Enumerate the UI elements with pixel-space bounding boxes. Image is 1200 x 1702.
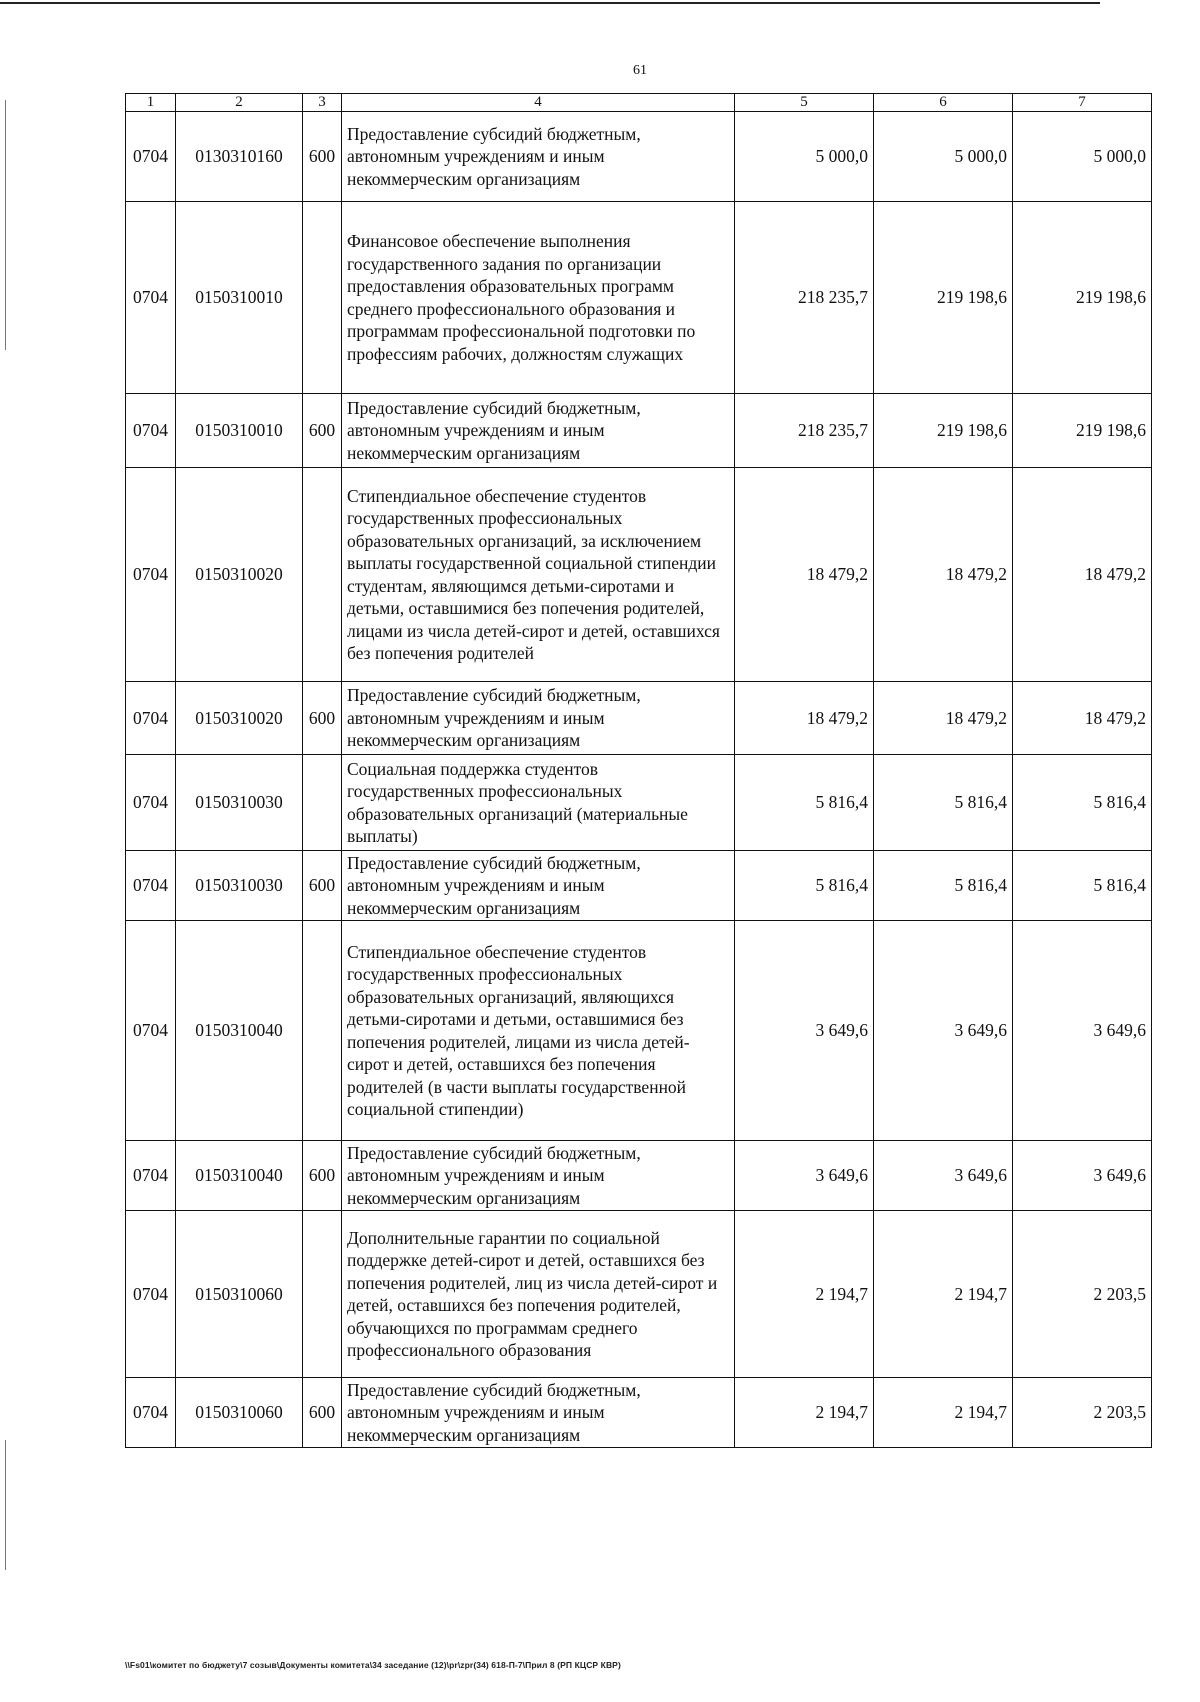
amount-1: 2 194,7 [735, 1378, 874, 1448]
column-header: 6 [874, 94, 1013, 112]
amount-1: 218 235,7 [735, 202, 874, 394]
expense-type [303, 202, 342, 394]
expense-type: 600 [303, 851, 342, 921]
expense-type: 600 [303, 1378, 342, 1448]
target-code: 0150310060 [176, 1378, 303, 1448]
column-header: 4 [342, 94, 735, 112]
description: Стипендиальное обеспечение студентов государственных профессиональных образовательных организаций, являющихся детьми-сиротами и детьми, оставшимися без попечения родителей, лицами из числа детей-сирот и детей, оставшихся без попечения родителей (в части выплаты государственной социальной стипендии) [342, 921, 735, 1141]
table-row [126, 202, 1152, 394]
amount-3: 3 649,6 [1013, 921, 1152, 1141]
amount-2: 18 479,2 [874, 682, 1013, 755]
description: Стипендиальное обеспечение студентов государственных профессиональных образовательных организаций, за исключением выплаты государственной социальной стипендии студентам, являющимся детьми-сиротами и детьми, оставшимися без попечения родителей, лицами из числа детей-сирот и детей, оставшихся без попечения родителей [342, 468, 735, 682]
table-row [126, 851, 1152, 921]
section-code: 0704 [126, 1378, 176, 1448]
expense-type [303, 468, 342, 682]
table-row [126, 1141, 1152, 1211]
section-code: 0704 [126, 468, 176, 682]
target-code: 0130310160 [176, 112, 303, 202]
amount-3: 18 479,2 [1013, 468, 1152, 682]
target-code: 0150310040 [176, 921, 303, 1141]
amount-2: 219 198,6 [874, 202, 1013, 394]
amount-2: 2 194,7 [874, 1211, 1013, 1378]
amount-2: 2 194,7 [874, 1378, 1013, 1448]
amount-3: 219 198,6 [1013, 394, 1152, 468]
amount-1: 2 194,7 [735, 1211, 874, 1378]
section-code: 0704 [126, 921, 176, 1141]
expense-type: 600 [303, 682, 342, 755]
column-header: 2 [176, 94, 303, 112]
expense-type: 600 [303, 394, 342, 468]
table-header-row [126, 94, 1152, 112]
amount-1: 218 235,7 [735, 394, 874, 468]
left-margin-mark [5, 100, 6, 350]
amount-2: 18 479,2 [874, 468, 1013, 682]
target-code: 0150310010 [176, 202, 303, 394]
table-row [126, 921, 1152, 1141]
amount-3: 18 479,2 [1013, 682, 1152, 755]
amount-1: 3 649,6 [735, 921, 874, 1141]
section-code: 0704 [126, 755, 176, 851]
expense-type [303, 921, 342, 1141]
amount-1: 18 479,2 [735, 682, 874, 755]
budget-table [125, 93, 1152, 1448]
top-scan-rule [0, 2, 1100, 4]
description: Предоставление субсидий бюджетным, автономным учреждениям и иным некоммерческим организациям [342, 682, 735, 755]
amount-3: 5 816,4 [1013, 755, 1152, 851]
expense-type [303, 755, 342, 851]
amount-1: 5 000,0 [735, 112, 874, 202]
table-row [126, 394, 1152, 468]
target-code: 0150310010 [176, 394, 303, 468]
column-header: 3 [303, 94, 342, 112]
description: Дополнительные гарантии по социальной поддержке детей-сирот и детей, оставшихся без попечения родителей, лиц из числа детей-сирот и детей, оставшихся без попечения родителей, обучающихся по программам среднего профессионального образования [342, 1211, 735, 1378]
footer-file-path: \\Fs01\комитет по бюджету\7 созыв\Документы комитета\34 заседание (12)\pr\zpr(34) 618-П-7\Прил 8 (РП КЦСР КВР) [125, 1660, 621, 1670]
target-code: 0150310030 [176, 755, 303, 851]
description: Финансовое обеспечение выполнения государственного задания по организации предоставления образовательных программ среднего профессионального образования и программам профессиональной подготовки по профессиям рабочих, должностям служащих [342, 202, 735, 394]
target-code: 0150310030 [176, 851, 303, 921]
expense-type: 600 [303, 112, 342, 202]
section-code: 0704 [126, 112, 176, 202]
page-number: 61 [633, 63, 647, 78]
amount-1: 5 816,4 [735, 755, 874, 851]
target-code: 0150310020 [176, 468, 303, 682]
description: Предоставление субсидий бюджетным, автономным учреждениям и иным некоммерческим организациям [342, 851, 735, 921]
expense-type [303, 1211, 342, 1378]
column-header: 7 [1013, 94, 1152, 112]
section-code: 0704 [126, 851, 176, 921]
table-row [126, 468, 1152, 682]
amount-3: 5 000,0 [1013, 112, 1152, 202]
amount-2: 3 649,6 [874, 1141, 1013, 1211]
amount-1: 5 816,4 [735, 851, 874, 921]
amount-2: 3 649,6 [874, 921, 1013, 1141]
amount-3: 2 203,5 [1013, 1378, 1152, 1448]
amount-2: 5 816,4 [874, 755, 1013, 851]
table-row [126, 1378, 1152, 1448]
description: Предоставление субсидий бюджетным, автономным учреждениям и иным некоммерческим организациям [342, 394, 735, 468]
table-row [126, 682, 1152, 755]
column-header: 5 [735, 94, 874, 112]
description: Предоставление субсидий бюджетным, автономным учреждениям и иным некоммерческим организациям [342, 1378, 735, 1448]
description: Предоставление субсидий бюджетным, автономным учреждениям и иным некоммерческим организациям [342, 112, 735, 202]
section-code: 0704 [126, 202, 176, 394]
target-code: 0150310040 [176, 1141, 303, 1211]
amount-3: 219 198,6 [1013, 202, 1152, 394]
table-row [126, 755, 1152, 851]
amount-1: 3 649,6 [735, 1141, 874, 1211]
expense-type: 600 [303, 1141, 342, 1211]
section-code: 0704 [126, 1211, 176, 1378]
description: Социальная поддержка студентов государственных профессиональных образовательных организаций (материальные выплаты) [342, 755, 735, 851]
section-code: 0704 [126, 682, 176, 755]
amount-3: 3 649,6 [1013, 1141, 1152, 1211]
target-code: 0150310020 [176, 682, 303, 755]
amount-3: 5 816,4 [1013, 851, 1152, 921]
column-header: 1 [126, 94, 176, 112]
table-row [126, 112, 1152, 202]
target-code: 0150310060 [176, 1211, 303, 1378]
table-row [126, 1211, 1152, 1378]
section-code: 0704 [126, 1141, 176, 1211]
amount-2: 219 198,6 [874, 394, 1013, 468]
left-margin-mark [5, 1440, 6, 1570]
description: Предоставление субсидий бюджетным, автономным учреждениям и иным некоммерческим организациям [342, 1141, 735, 1211]
amount-2: 5 816,4 [874, 851, 1013, 921]
amount-1: 18 479,2 [735, 468, 874, 682]
section-code: 0704 [126, 394, 176, 468]
amount-3: 2 203,5 [1013, 1211, 1152, 1378]
amount-2: 5 000,0 [874, 112, 1013, 202]
